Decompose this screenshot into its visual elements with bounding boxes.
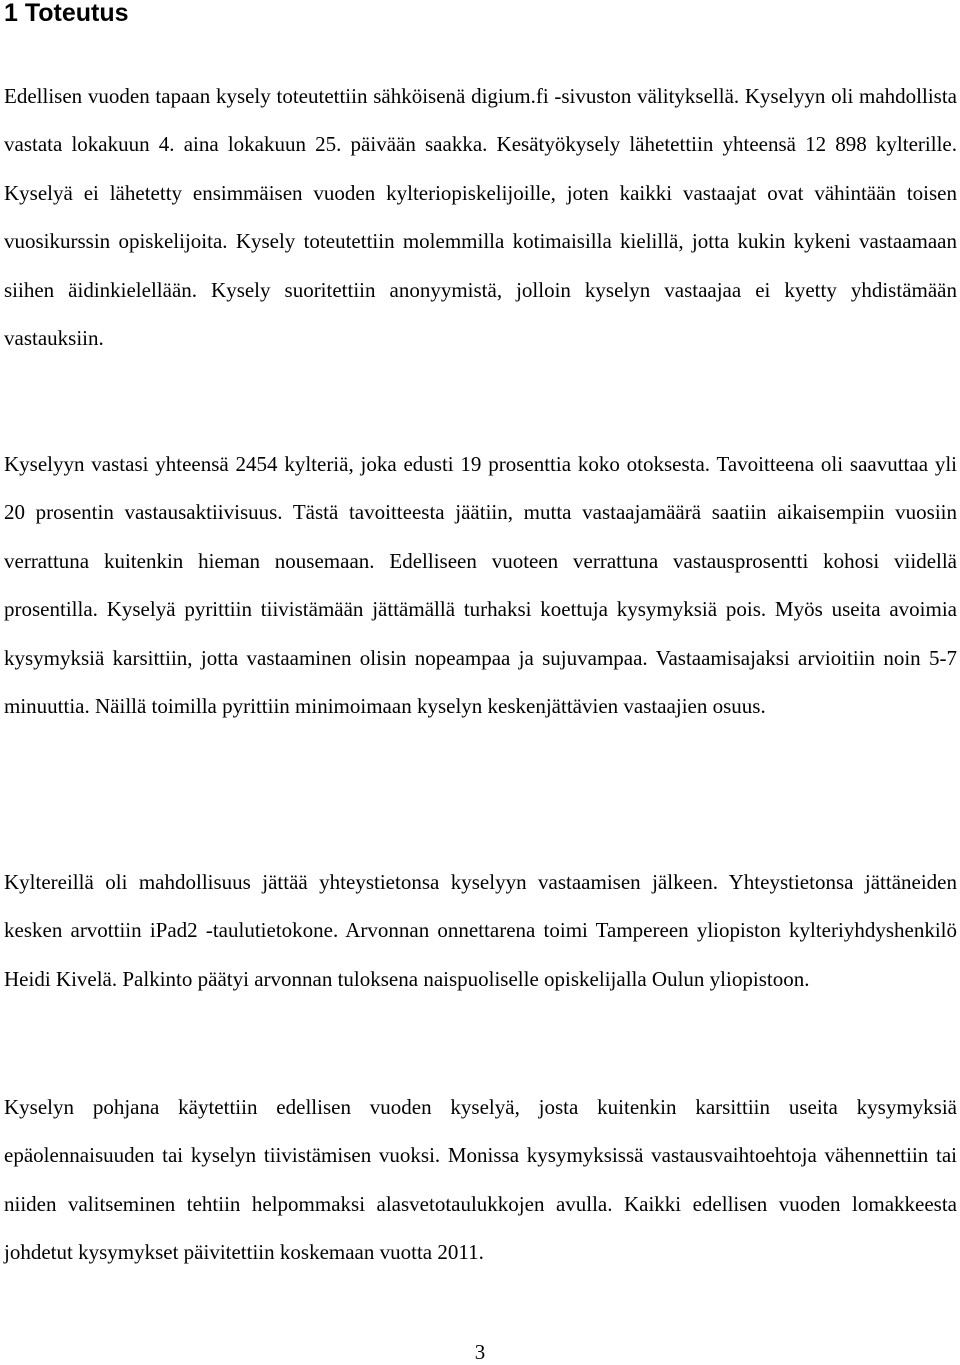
paragraph-response-rate: Kyselyyn vastasi yhteensä 2454 kylteriä, joka edusti 19 prosenttia koko otoksesta. Tavoitteena oli saavuttaa yli 20 prosentin vastausaktiivisuus. Tästä tavoitteesta jäätiin, mutta vastaajamäärä saatiin aikaisempiin vuosiin verrattuna kuitenkin hieman nousemaan. Edelliseen vuoteen verrattuna vastausprosentti kohosi viidellä prosentilla. Kyselyä pyrittiin tiivistämään jättämällä turhaksi koettuja kysymyksiä pois. Myös useita avoimia kysymyksiä karsittiin, jotta vastaaminen olisin nopeampaa ja sujuvampaa. Vastaamisajaksi arvioitiin noin 5-7 minuuttia. Näillä toimilla pyrittiin minimoimaan kyselyn keskenjättävien vastaajien osuus. <box>4 452 957 719</box>
page-number: 3 <box>474 1340 486 1364</box>
paragraph-prize-draw: Kyltereillä oli mahdollisuus jättää yhteystietonsa kyselyyn vastaamisen jälkeen. Yhteystietonsa jättäneiden kesken arvottiin iPad2 -taulutietokone. Arvonnan onnettarena toimi Tampereen yliopiston kylteriyhdyshenkilö Heidi Kivelä. Palkinto päätyi arvonnan tuloksena naispuoliselle opiskelijalla Oulun yliopistoon. <box>4 870 957 991</box>
paragraph-implementation: Edellisen vuoden tapaan kysely toteutettiin sähköisenä digium.fi -sivuston välityksellä. Kyselyyn oli mahdollista vastata lokakuun 4. aina lokakuun 25. päivään saakka. Kesätyökysely lähetettiin yhteensä 12 898 kylterille. Kyselyä ei lähetetty ensimmäisen vuoden kylteriopiskelijoille, joten kaikki vastaajat ovat vähintään toisen vuosikurssin opiskelijoita. Kysely toteutettiin molemmilla kotimaisilla kielillä, jotta kukin kykeni vastaamaan siihen äidinkielellään. Kysely suoritettiin anonyymistä, jolloin kyselyn vastaajaa ei kyetty yhdistämään vastauksiin. <box>4 84 957 351</box>
section-heading: 1 Toteutus <box>4 0 129 27</box>
paragraph-survey-basis: Kyselyn pohjana käytettiin edellisen vuoden kyselyä, josta kuitenkin karsittiin useita kysymyksiä epäolennaisuuden tai kyselyn tiivistämisen vuoksi. Monissa kysymyksissä vastausvaihtoehtoja vähennettiin tai niiden valitseminen tehtiin helpommaksi alasvetotaulukkojen avulla. Kaikki edellisen vuoden lomakkeesta johdetut kysymykset päivitettiin koskemaan vuotta 2011. <box>4 1095 957 1265</box>
